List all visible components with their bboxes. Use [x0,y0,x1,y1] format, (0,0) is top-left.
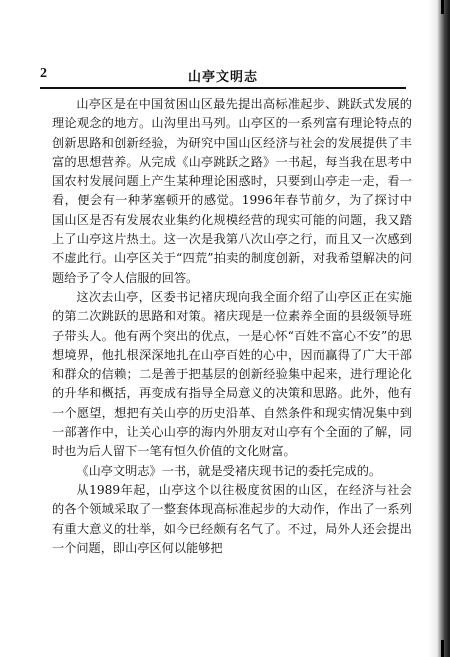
running-title: 山亭文明志 [187,70,258,85]
paragraph: 这次去山亭，区委书记褚庆现向我全面介绍了山亭区正在实施的第二次跳跃的思路和对策。褚庆现是一位素养全面的县级领导班子带头人。他有两个突出的优点，一是心怀“百姓不富心不安”的思想境界，他扎根深深地扎在山亭百姓的心中，因而赢得了广大干部和群众的信赖；二是善于把基层的创新经验集中起来，进行理论化的升华和概括，再变成有指导全局意义的决策和思路。此外，他有一个愿望，想把有关山亭的历史沿革、自然条件和现实情况集中到一部著作中，让关心山亭的海内外朋友对山亭有个全面的了解，同时也为后人留下一笔有恒久价值的文化财富。 [52,289,412,459]
header-rule [40,87,406,89]
page-number: 2 [40,66,47,81]
paragraph: 从1989年起，山亭这个以往极度贫困的山区，在经济与社会的各个领域采取了一整套体现高标准起步的大动作，作出了一系列有重大意义的壮举，如今已经颇有名气了。不过，局外人还会提出一个问题，即山亭区何以能够把 [52,482,412,555]
edge-mark [441,640,444,657]
edge-mark [441,0,444,14]
page-edge-shadow [428,0,450,657]
paragraph: 山亭区是在中国贫困山区最先提出高标准起步、跳跃式发展的理论观念的地方。山沟里出马列。山亭区的一系列富有理论特点的创新思路和创新经验，为研究中国山区经济与社会的发展提供了丰富的思想营养。从完成《山亭跳跃之路》一书起，每当我在思考中国农村发展问题上产生某种理论困惑时，只要到山亭走一走，看一看，便会有一种茅塞顿开的感觉。1996年春节前夕，为了探讨中国山区是否有发展农业集约化规模经营的现实可能的问题，我又踏上了山亭这片热土。这一次是我第八次山亭之行，而且又一次感到不虚此行。山亭区关于“四荒”拍卖的制度创新，对我希望解决的问题给予了令人信服的回答。 [52,97,412,285]
body-text [52,95,412,558]
paragraph: 《山亭文明志》一书，就是受褚庆现书记的委托完成的。 [76,463,382,478]
page-header [40,64,406,86]
